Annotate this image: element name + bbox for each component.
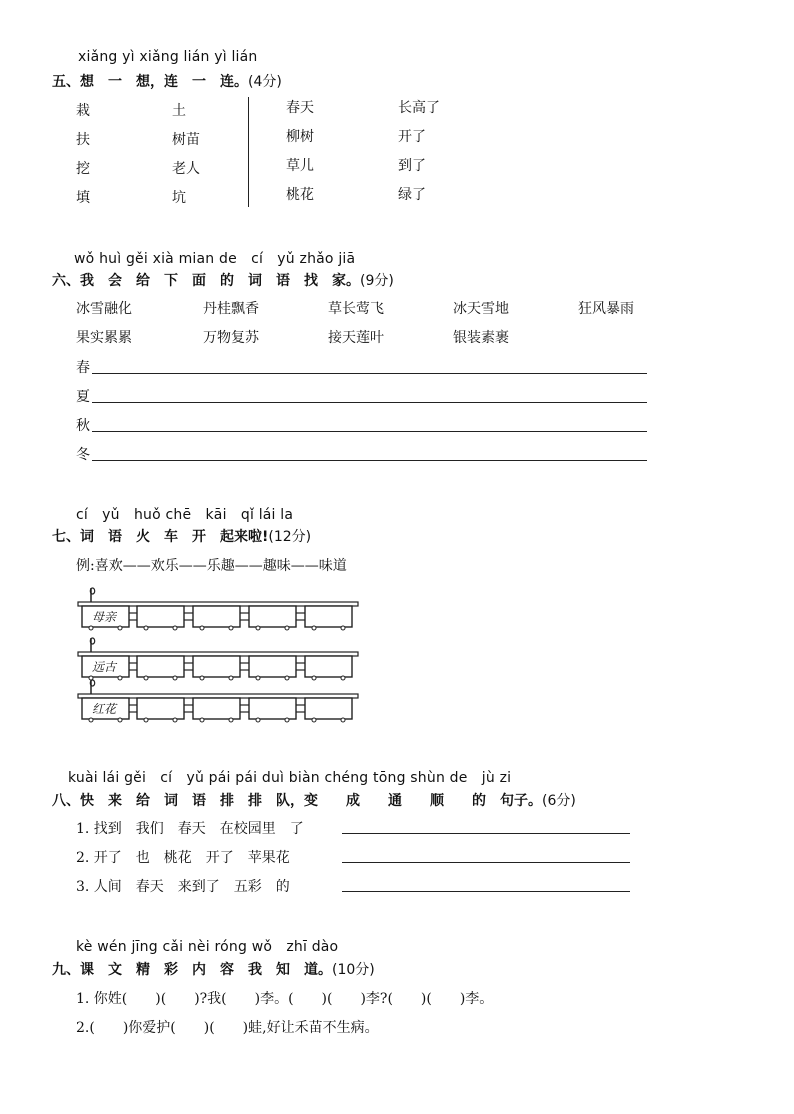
- section9-title-text: 九、课 文 精 彩 内 容 我 知 道。: [52, 962, 332, 978]
- match-col4-item: 长高了: [398, 100, 440, 116]
- season-label: 秋: [76, 418, 90, 434]
- train-graphic: [76, 636, 362, 684]
- match-col3-item: 草儿: [286, 158, 314, 174]
- section9-title: [52, 959, 375, 979]
- word-train: [76, 678, 362, 726]
- match-col2-item: 坑: [172, 190, 186, 206]
- match-col4-item: 开了: [398, 129, 426, 145]
- section9-pinyin: kè wén jīng cǎi nèi róng wǒ zhī dào: [76, 939, 339, 955]
- train-graphic: [76, 586, 362, 634]
- section6-title-text: 六、我 会 给 下 面 的 词 语 找 家。: [52, 273, 360, 289]
- answer-line[interactable]: [342, 833, 630, 834]
- section5-pinyin: xiǎng yì xiǎng lián yì lián: [78, 49, 258, 65]
- match-col4-item: 绿了: [398, 187, 426, 203]
- season-label: 春: [76, 360, 90, 376]
- section5-score: (4分): [248, 74, 282, 90]
- reorder-item: 3. 人间 春天 来到了 五彩 的: [76, 879, 290, 895]
- word-item: 果实累累: [76, 330, 132, 346]
- season-label: 夏: [76, 389, 90, 405]
- section7-title: [52, 526, 311, 546]
- answer-line[interactable]: [92, 373, 647, 374]
- match-col1-item: 挖: [76, 161, 90, 177]
- answer-line[interactable]: [92, 431, 647, 432]
- answer-line[interactable]: [92, 402, 647, 403]
- fill-blank-item: 2.( )你爱护( )( )蛙,好让禾苗不生病。: [76, 1020, 379, 1036]
- section8-title: [52, 790, 576, 810]
- train-start-word: 远古: [92, 660, 117, 674]
- section6-pinyin: wǒ huì gěi xià mian de cí yǔ zhǎo jiā: [74, 251, 356, 267]
- match-col3-item: 春天: [286, 100, 314, 116]
- answer-line[interactable]: [342, 862, 630, 863]
- fill-blank-item: 1. 你姓( )( )?我( )李。( )( )李?( )( )李。: [76, 991, 494, 1007]
- word-item: 狂风暴雨: [578, 301, 634, 317]
- word-item: 接天莲叶: [328, 330, 384, 346]
- section6-score: (9分): [360, 273, 394, 289]
- section5-title-text: 五、想 一 想，连 一 连。: [52, 74, 248, 90]
- section7-pinyin: cí yǔ huǒ chē kāi qǐ lái la: [76, 507, 294, 523]
- match-col1-item: 扶: [76, 132, 90, 148]
- match-col1-item: 填: [76, 190, 90, 206]
- answer-line[interactable]: [342, 891, 630, 892]
- section5-title: [52, 71, 282, 91]
- word-item: 丹桂飘香: [203, 301, 259, 317]
- word-item: 万物复苏: [203, 330, 259, 346]
- word-item: 冰天雪地: [453, 301, 509, 317]
- train-start-word: 红花: [92, 702, 117, 716]
- section6-title: [52, 270, 394, 290]
- section8-title-text: 八、快 来 给 词 语 排 排 队，变 成 通 顺 的 句子。: [52, 793, 542, 809]
- word-item: 银装素裹: [453, 330, 509, 346]
- match-col2-item: 土: [172, 103, 186, 119]
- match-col2-item: 老人: [172, 161, 200, 177]
- section5-divider: [248, 97, 249, 207]
- answer-line[interactable]: [92, 460, 647, 461]
- section9-score: (10分): [332, 962, 375, 978]
- train-start-word: 母亲: [92, 610, 117, 624]
- section8-pinyin: kuài lái gěi cí yǔ pái pái duì biàn chéng tōng shùn de jù zi: [68, 770, 512, 786]
- section8-score: (6分): [542, 793, 576, 809]
- word-item: 冰雪融化: [76, 301, 132, 317]
- reorder-item: 2. 开了 也 桃花 开了 苹果花: [76, 850, 290, 866]
- match-col4-item: 到了: [398, 158, 426, 174]
- match-col1-item: 栽: [76, 103, 90, 119]
- word-train: [76, 636, 362, 684]
- match-col3-item: 柳树: [286, 129, 314, 145]
- match-col3-item: 桃花: [286, 187, 314, 203]
- word-item: 草长莺飞: [328, 301, 384, 317]
- section7-score: (12分): [268, 529, 312, 545]
- reorder-item: 1. 找到 我们 春天 在校园里 了: [76, 821, 304, 837]
- section7-title-text: 七、词 语 火 车 开 起来啦!: [52, 529, 269, 545]
- section7-example: 例:喜欢——欢乐——乐趣——趣味——味道: [76, 558, 347, 574]
- season-label: 冬: [76, 447, 90, 463]
- match-col2-item: 树苗: [172, 132, 200, 148]
- train-graphic: [76, 678, 362, 726]
- word-train: [76, 586, 362, 634]
